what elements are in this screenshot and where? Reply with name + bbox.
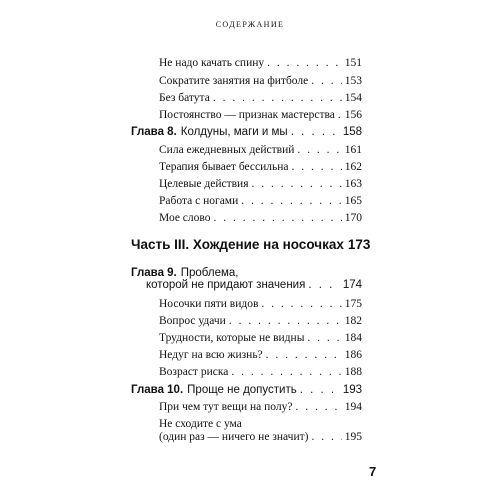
leader-dots: [311, 75, 342, 87]
leader-dots: [241, 195, 342, 207]
leader-dots: [308, 279, 339, 291]
chapter-title: Проблема,: [180, 267, 239, 279]
toc-entry[interactable]: [159, 109, 362, 121]
toc-entry-title: Недуг на всю жизнь?: [159, 349, 263, 361]
toc-entry-page: 161: [344, 144, 362, 156]
leader-dots: [311, 431, 341, 443]
chapter-title: Колдуны, маги и мы: [180, 126, 288, 138]
leader-dots: [231, 366, 341, 378]
leader-dots: [307, 332, 341, 344]
toc-entry[interactable]: [159, 431, 362, 443]
leader-dots: [291, 126, 340, 138]
toc-entry-title: Вопрос удачи: [159, 315, 226, 327]
toc-entry-title: Трудности, которые не видны: [159, 332, 305, 344]
toc-entry-page: 151: [344, 57, 362, 69]
leader-dots: [300, 384, 340, 396]
toc-entry-page: 154: [344, 92, 362, 104]
toc-entry-title-line2: (один раз — ничего не значит): [159, 431, 309, 443]
toc-part-3[interactable]: [131, 237, 369, 252]
toc-entry[interactable]: [159, 57, 362, 69]
toc-entry[interactable]: [159, 195, 362, 207]
toc-entry-page: 173: [347, 237, 371, 252]
toc-entry-title: Не надо качать спину: [159, 57, 265, 69]
page-number: 7: [369, 464, 377, 479]
toc-entry-title: Целевые действия: [159, 178, 249, 190]
toc-entry-page: 188: [344, 366, 362, 378]
toc-entry[interactable]: [159, 401, 362, 413]
toc-entry[interactable]: [159, 366, 362, 378]
toc-entry-title: Мое слово: [159, 212, 211, 224]
toc-entry-title: Терапия бывает бессильна: [159, 161, 289, 173]
toc-entry-page: 194: [344, 401, 362, 413]
leader-dots: [229, 315, 342, 327]
toc-entry-page: 195: [344, 431, 362, 443]
toc-entry-title: Сократите занятия на фитболе: [159, 75, 309, 87]
leader-dots: [213, 92, 342, 104]
toc-entry-page: 175: [344, 298, 362, 310]
toc-entry-page: 193: [342, 384, 362, 396]
toc-entry-title: Постоянство — признак мастерства: [159, 109, 335, 121]
toc-entry-page: 158: [342, 126, 362, 138]
leader-dots: [295, 401, 341, 413]
toc-entry-title: Работа с ногами: [159, 195, 239, 207]
toc-entry[interactable]: [159, 349, 362, 361]
toc-chapter-8[interactable]: [131, 126, 362, 138]
leader-dots: [261, 298, 341, 310]
toc-entry-title: Без батута: [159, 92, 210, 104]
part-title: Часть III. Хождение на носочках: [131, 237, 344, 252]
toc-chapter-9[interactable]: [146, 279, 362, 291]
toc-entry-title: Носочки пяти видов: [159, 298, 259, 310]
toc-entry-page: 163: [344, 178, 362, 190]
toc-entry[interactable]: [159, 332, 362, 344]
toc-entry-title: Сила ежедневных действий: [159, 144, 295, 156]
leader-dots: [267, 57, 342, 69]
leader-dots: [292, 161, 342, 173]
leader-dots: [252, 178, 342, 190]
toc-entry-page: 182: [344, 315, 362, 327]
toc-chapter-10[interactable]: [131, 384, 362, 396]
toc-entry-page: 170: [344, 212, 362, 224]
chapter-label: Глава 8.: [131, 126, 177, 138]
toc-entry-page: 186: [344, 349, 362, 361]
toc-entry[interactable]: [159, 144, 362, 156]
toc-entry[interactable]: [159, 161, 362, 173]
toc-entry-page: 174: [342, 279, 362, 291]
chapter-label: Глава 10.: [131, 384, 184, 396]
toc-entry[interactable]: [159, 178, 362, 190]
toc-entry[interactable]: [159, 212, 362, 224]
leader-dots: [338, 109, 342, 121]
toc-entry-title: При чем тут вещи на полу?: [159, 401, 293, 413]
chapter-label: Глава 9.: [131, 267, 177, 279]
chapter-title-line2: которой не придают значения: [146, 279, 306, 291]
toc-entry-title: Возраст риска: [159, 366, 229, 378]
toc-entry-page: 165: [344, 195, 362, 207]
toc-entry[interactable]: [159, 315, 362, 327]
chapter-title: Проще не допустить: [187, 384, 297, 396]
toc-entry[interactable]: [159, 75, 362, 87]
running-header: СОДЕРЖАНИЕ: [215, 20, 285, 29]
leader-dots: [297, 144, 341, 156]
toc-entry-page: 156: [344, 109, 362, 121]
toc-entry-page: 153: [344, 75, 362, 87]
leader-dots: [266, 349, 342, 361]
toc-entry-page: 162: [344, 161, 362, 173]
chapter-9-heading-line1: [131, 267, 362, 279]
toc-entry[interactable]: [159, 298, 362, 310]
toc-entry-line1: Не сходите с ума: [159, 418, 242, 430]
toc-entry[interactable]: [159, 92, 362, 104]
leader-dots: [214, 212, 342, 224]
toc-entry-page: 184: [344, 332, 362, 344]
